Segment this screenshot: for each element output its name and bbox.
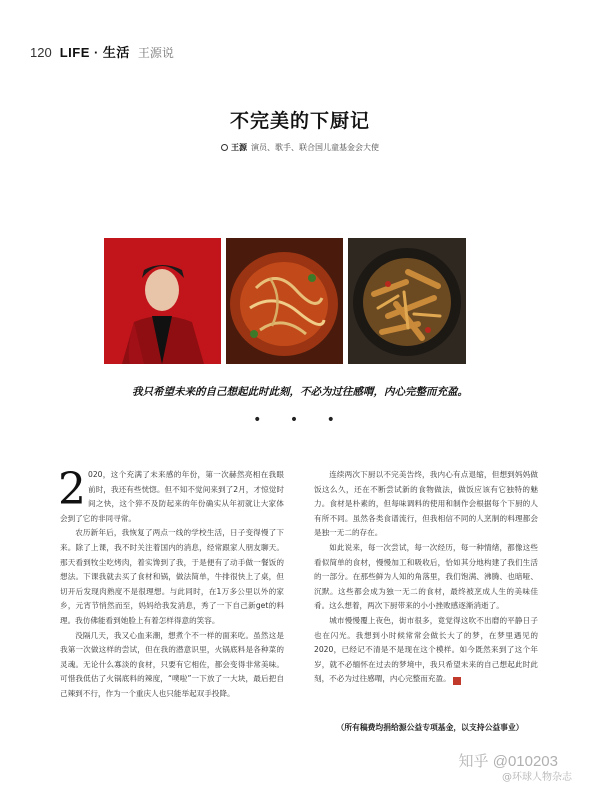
paragraph: 2 020，这个充满了未来感的年份，第一次赫然亮相在我眼前时，我还有些恍惚。但不知不觉间来到了2月，才惊觉时间之快，这个猝不及防起来的年份确实从年初就让大家体会到了它的非同寻常。 [58, 464, 284, 523]
paragraph: 城市慢慢覆上夜色，街市很多，竟觉得这吹不出磨的平静日子也在闪光。我想到小时候常常会做长大了的梦，在梦里遇见的2020，已经记不清是不是现在这个模样。如今既然来到了这个年岁，就不必缅怀在过去的梦境中，我只希望未来的自己想起此时此刻，不必为过往感喟，内心完整而充盈。 G [314, 615, 538, 685]
author-description: 演员、歌手、联合国儿童基金会大使 [251, 143, 379, 152]
article-title: 不完美的下厨记 [229, 110, 370, 132]
page-header [30, 42, 174, 61]
article-column-left [58, 464, 284, 702]
paragraph: 农历新年后，我恢复了两点一线的学校生活，日子变得慢了下来。除了上课，我不时关注着国内的消息，经常跟家人朋友聊天。那天看到牧尘吃烤肉，着实馋到了我，于是便有了动手做一餐饭的想法。下课我就去买了食材和锅，做法简单，牛排很快上了桌，但切开后发现肉熟度不是很理想。与此同时，在1万多公里以外的家乡，元宵节悄然而至，妈妈给我发消息，秀了一下自己新get的料理。我仿佛能看到她脸上有着怎样得意的笑容。 [60, 528, 284, 625]
page-number: 120 [30, 45, 52, 60]
column-name: 王源说 [137, 46, 174, 60]
paragraph: 没隔几天，我又心血来潮，想煮个不一样的面来吃。虽然这是我第一次做这样的尝试，但在我的潜意识里，火锅底料是各种菜的灵魂。无论什么寡淡的食材，只要有它相佐，都会变得非常美味。可惜我低估了火锅底料的辣度，“噗啦”一下放了一大块，最后把自己辣到不行，作为一个重庆人也只能举起双手投降。 [60, 630, 284, 698]
zhihu-watermark: 知乎 @010203 [458, 753, 558, 770]
byline [0, 142, 600, 153]
pull-quote: 我只希望未来的自己想起此时此刻，不必为过往感喟，内心完整而充盈。 [132, 386, 468, 398]
hotpot-noodles-photo [226, 238, 343, 364]
circle-icon [221, 144, 228, 151]
donation-note: （所有稿费均捐给源公益专项基金，以支持公益事业） [336, 723, 524, 732]
paragraph: 连续两次下厨以不完美告终，我内心有点退缩，但想到妈妈做饭这么久，还在不断尝试新的食物做法，做饭应该有它独特的魅力。食材是朴素的，但每味调料的使用和制作会根据每个下厨的人有所不同。虽然各类食谱流行，但我相信不同的人烹制的料理都会是独一无二的存在。 [314, 470, 538, 538]
author-name: 王源 [231, 143, 247, 152]
section-label: LIFE · 生活 [59, 45, 130, 60]
magazine-watermark: @环球人物杂志 [502, 772, 572, 783]
drop-cap: 2 [58, 464, 86, 515]
photo-strip [104, 238, 498, 364]
section-separator: • • • [253, 412, 347, 428]
paragraph: 如此说来，每一次尝试，每一次经历，每一种情绪，都像这些看似简单的食材，慢慢加工和吸收后，恰如其分地构建了我们生活的一部分。在那些鲜为人知的角落里，我们饱满、沸腾、也暗哑、沉默。这些都会成为独一无二的食材，最终被烹成人生的美味佳肴。这么想着，两次下厨带来的小小挫败感逐渐消逝了。 [314, 542, 538, 611]
article-column-right [314, 468, 538, 687]
fried-dish-photo [348, 238, 466, 364]
portrait-photo [104, 238, 221, 364]
end-mark-icon: G [453, 677, 461, 685]
